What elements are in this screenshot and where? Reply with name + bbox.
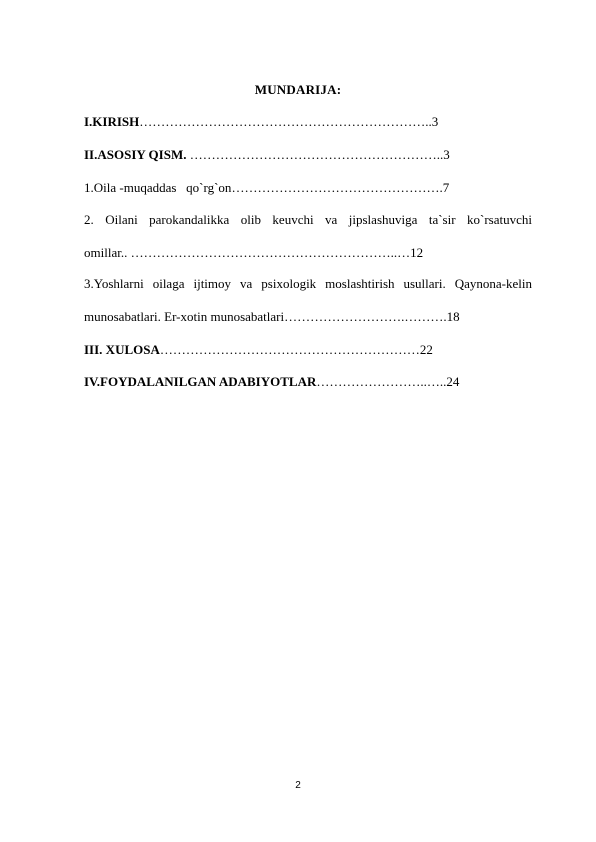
toc-entry-oilani-parokandalikka-line1[interactable]	[84, 212, 532, 228]
toc-entry-foydalanilgan-adabiyotlar[interactable]	[84, 374, 532, 390]
toc-entry-xulosa[interactable]	[84, 342, 532, 358]
toc-entry-label: omillar..	[84, 245, 131, 260]
toc-entry-yoshlarni-oilaga-line2[interactable]	[84, 309, 532, 325]
toc-entry-page: 22	[419, 342, 433, 357]
toc-entry-leader: ……………………………………………………..…	[130, 245, 411, 260]
toc-entry-label: II.ASOSIY QISM.	[84, 147, 187, 162]
page-number: 2	[295, 780, 301, 791]
toc-entry-label: munosabatlari. Er-xotin munosabatlari	[84, 309, 285, 324]
toc-entry-oilani-parokandalikka-line2[interactable]	[84, 245, 532, 261]
toc-entry-page: 12	[410, 245, 424, 260]
toc-entry-page: 24	[446, 374, 460, 389]
toc-entry-page: 18	[446, 309, 460, 324]
toc-entry-oila-muqaddas[interactable]	[84, 180, 532, 196]
toc-entry-leader: ……………………………………………………	[159, 342, 420, 357]
toc-entry-label: 1.Oila -muqaddas qo`rg`on	[84, 180, 232, 195]
toc-entry-page: 7	[442, 180, 450, 195]
toc-title: MUNDARIJA:	[254, 82, 342, 97]
toc-entry-leader: …………………………………………………………..	[139, 114, 432, 129]
toc-entry-leader: …………………………………………………..	[186, 147, 444, 162]
toc-entry-asosiy-qism[interactable]	[84, 147, 532, 163]
toc-entry-label: 2. Oilani parokandalikka olib keuvchi va jipslashuviga ta`sir ko`rsatuvchi	[84, 212, 532, 227]
toc-entry-yoshlarni-oilaga-line1[interactable]	[84, 276, 532, 292]
toc-entry-label: I.KIRISH	[84, 114, 140, 129]
toc-entry-label: III. XULOSA	[84, 342, 160, 357]
toc-entry-page: 3	[443, 147, 450, 162]
toc-entry-label: IV.FOYDALANILGAN ADABIYOTLAR	[84, 374, 317, 389]
toc-entry-leader: ……………………….……….	[284, 309, 447, 324]
toc-entry-leader: ………………………………………….	[231, 180, 443, 195]
toc-entry-kirish[interactable]	[84, 114, 532, 130]
toc-entry-label: 3.Yoshlarni oilaga ijtimoy va psixologik moslashtirish usullari. Qaynona-kelin	[84, 276, 532, 291]
toc-entry-page: 3	[431, 114, 439, 129]
toc-entry-leader: ……………………..…..	[316, 374, 447, 389]
